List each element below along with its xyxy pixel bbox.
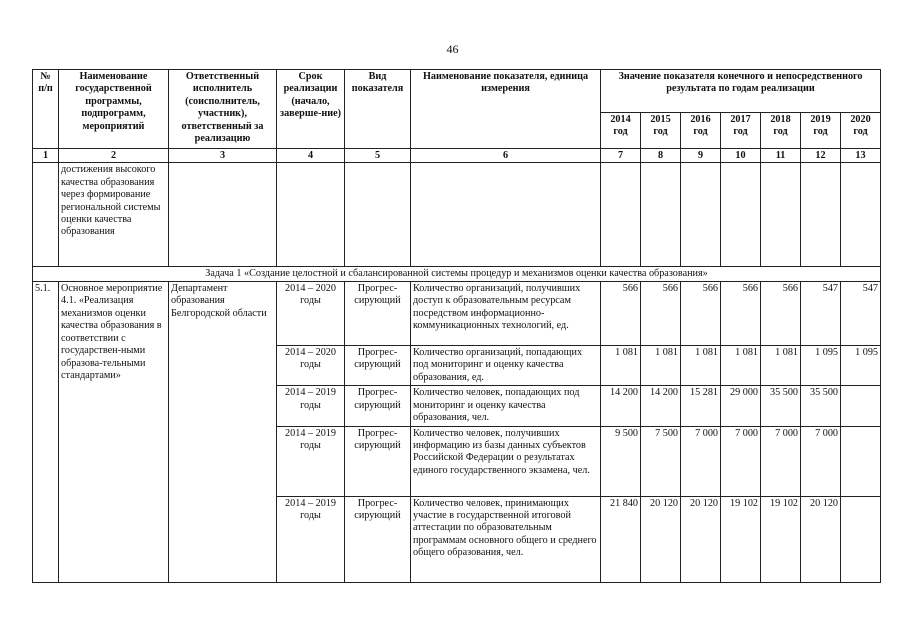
- cell-empty: [761, 163, 801, 267]
- cell-empty: [345, 163, 411, 267]
- header-indicator-name: Наименование показателя, единица измерения: [411, 70, 601, 149]
- row-value: 7 000: [761, 426, 801, 496]
- cell-empty: [33, 163, 59, 267]
- header-year: 2020 год: [841, 113, 881, 149]
- task-row: [33, 267, 881, 282]
- row-value: 1 095: [841, 345, 881, 385]
- header-year: 2015 год: [641, 113, 681, 149]
- page-number: 46: [446, 42, 459, 56]
- column-number: 2: [59, 149, 169, 163]
- table-row: [33, 281, 881, 345]
- row-value: 15 281: [681, 386, 721, 426]
- row-value: 19 102: [761, 496, 801, 582]
- column-number: 6: [411, 149, 601, 163]
- row-value: 14 200: [601, 386, 641, 426]
- row-value: 21 840: [601, 496, 641, 582]
- row-value: 7 500: [641, 426, 681, 496]
- header-responsible: Ответственный исполнитель (соисполнитель, участник), ответственный за реализацию: [169, 70, 277, 149]
- column-number: 11: [761, 149, 801, 163]
- row-period: 2014 – 2020 годы: [277, 345, 345, 385]
- row-period: 2014 – 2019 годы: [277, 426, 345, 496]
- row-value: 1 081: [761, 345, 801, 385]
- row-indicator-type: Прогрес-сирующий: [345, 496, 411, 582]
- row-value: 20 120: [681, 496, 721, 582]
- row-value: 7 000: [721, 426, 761, 496]
- continuation-text: достижения высокого качества образования через формирование региональной системы оценки качества образования: [59, 163, 169, 267]
- row-value: 1 081: [641, 345, 681, 385]
- row-indicator: Количество организаций, получивших доступ к образовательным ресурсам посредством информационно-коммуникационных технологий, ед.: [411, 281, 601, 345]
- cell-empty: [169, 163, 277, 267]
- header-year: 2014 год: [601, 113, 641, 149]
- row-value: 19 102: [721, 496, 761, 582]
- row-value: 35 500: [801, 386, 841, 426]
- row-value: 566: [641, 281, 681, 345]
- header-year: 2018 год: [761, 113, 801, 149]
- measure-name: Основное мероприятие 4.1. «Реализация механизмов оценки качества образования в соответствии с государствен-ными образова-тельными стандартами»: [59, 281, 169, 582]
- row-value: 29 000: [721, 386, 761, 426]
- header-year: 2016 год: [681, 113, 721, 149]
- row-value: 547: [801, 281, 841, 345]
- column-number: 1: [33, 149, 59, 163]
- column-number: 7: [601, 149, 641, 163]
- header-program-name: Наименование государственной программы, подпрограмм, мероприятий: [59, 70, 169, 149]
- row-value: 547: [841, 281, 881, 345]
- row-indicator-type: Прогрес-сирующий: [345, 386, 411, 426]
- row-value: 566: [601, 281, 641, 345]
- header-number: № п/п: [33, 70, 59, 149]
- header-year: 2017 год: [721, 113, 761, 149]
- row-value: 1 081: [721, 345, 761, 385]
- cell-empty: [841, 163, 881, 267]
- cell-empty: [681, 163, 721, 267]
- row-value: [841, 496, 881, 582]
- row-value: 1 081: [601, 345, 641, 385]
- row-value: [841, 426, 881, 496]
- task-title: Задача 1 «Создание целостной и сбалансированной системы процедур и механизмов оценки качества образования»: [33, 267, 881, 282]
- header-values-title: Значение показателя конечного и непосредственного результата по годам реализации: [601, 70, 881, 113]
- row-value: 566: [721, 281, 761, 345]
- column-numbers-row: [33, 149, 881, 163]
- header-indicator-type: Вид показателя: [345, 70, 411, 149]
- header-year: 2019 год: [801, 113, 841, 149]
- cell-empty: [721, 163, 761, 267]
- header-row: [33, 70, 881, 113]
- cell-empty: [411, 163, 601, 267]
- column-number: 8: [641, 149, 681, 163]
- measure-responsible: Департамент образования Белгородской области: [169, 281, 277, 582]
- cell-empty: [601, 163, 641, 267]
- row-value: 1 081: [681, 345, 721, 385]
- row-value: [841, 386, 881, 426]
- row-value: 14 200: [641, 386, 681, 426]
- column-number: 3: [169, 149, 277, 163]
- row-value: 35 500: [761, 386, 801, 426]
- measure-number: 5.1.: [33, 281, 59, 582]
- row-period: 2014 – 2019 годы: [277, 496, 345, 582]
- indicators-table: [32, 69, 881, 583]
- row-value: 7 000: [801, 426, 841, 496]
- row-period: 2014 – 2019 годы: [277, 386, 345, 426]
- column-number: 5: [345, 149, 411, 163]
- row-indicator: Количество человек, попадающих под мониторинг и оценку качества образования, чел.: [411, 386, 601, 426]
- column-number: 9: [681, 149, 721, 163]
- row-indicator: Количество организаций, попадающих под мониторинг и оценку качества образования, ед.: [411, 345, 601, 385]
- row-value: 20 120: [801, 496, 841, 582]
- continuation-row: [33, 163, 881, 267]
- row-value: 566: [761, 281, 801, 345]
- row-value: 7 000: [681, 426, 721, 496]
- row-indicator-type: Прогрес-сирующий: [345, 281, 411, 345]
- row-value: 20 120: [641, 496, 681, 582]
- column-number: 10: [721, 149, 761, 163]
- row-value: 566: [681, 281, 721, 345]
- cell-empty: [641, 163, 681, 267]
- cell-empty: [801, 163, 841, 267]
- row-period: 2014 – 2020 годы: [277, 281, 345, 345]
- column-number: 12: [801, 149, 841, 163]
- row-indicator-type: Прогрес-сирующий: [345, 426, 411, 496]
- row-value: 9 500: [601, 426, 641, 496]
- row-value: 1 095: [801, 345, 841, 385]
- row-indicator-type: Прогрес-сирующий: [345, 345, 411, 385]
- column-number: 13: [841, 149, 881, 163]
- column-number: 4: [277, 149, 345, 163]
- row-indicator: Количество человек, получивших информацию из базы данных субъектов Российской Федерации о результатах единого государственного экзамена, чел.: [411, 426, 601, 496]
- header-period: Срок реализации (начало, заверше-ние): [277, 70, 345, 149]
- cell-empty: [277, 163, 345, 267]
- row-indicator: Количество человек, принимающих участие в государственной итоговой аттестации по образовательным программам основного общего и среднего общего образования, чел.: [411, 496, 601, 582]
